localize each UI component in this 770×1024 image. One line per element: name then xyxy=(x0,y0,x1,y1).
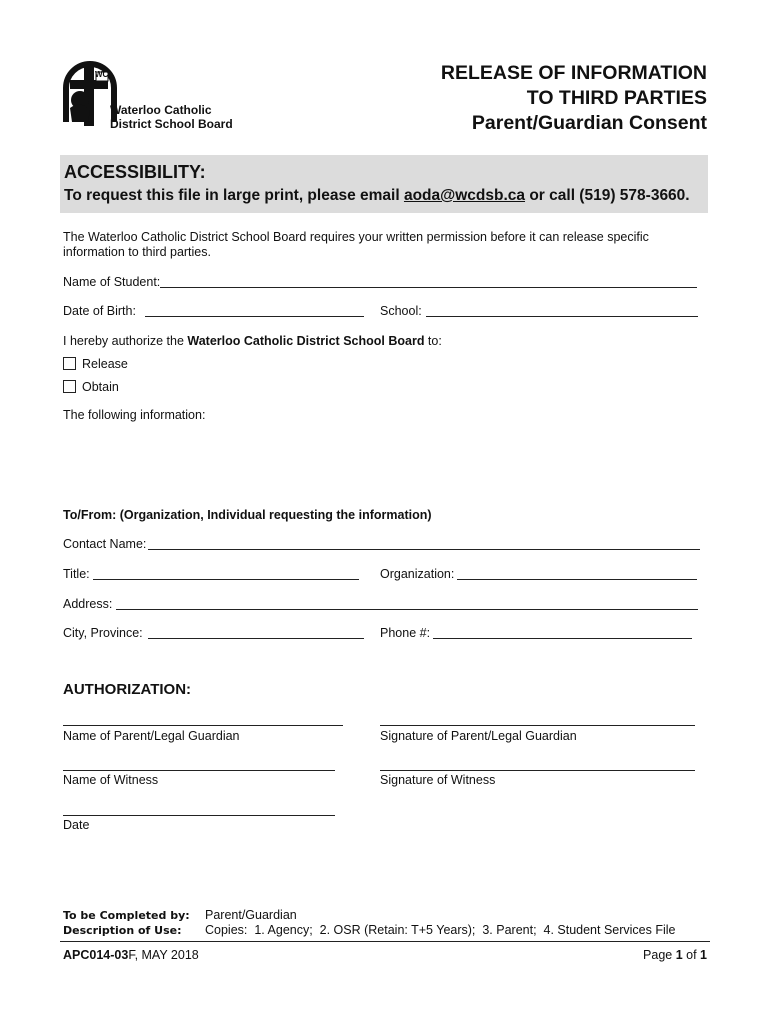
authorization-heading: AUTHORIZATION: xyxy=(63,681,192,698)
contact-name-field[interactable] xyxy=(148,549,700,550)
form-code-bold: APC014-03 xyxy=(63,948,129,962)
completed-by-label: To be Completed by: xyxy=(63,909,190,922)
witness-name-label: Name of Witness xyxy=(63,773,159,787)
intro-line2: information to third parties. xyxy=(63,245,211,259)
accessibility-box xyxy=(60,155,708,213)
parent-signature-field[interactable] xyxy=(380,725,695,726)
following-info-area[interactable] xyxy=(63,425,703,500)
authorize-statement xyxy=(63,334,442,349)
accessibility-heading: ACCESSIBILITY: xyxy=(64,162,206,182)
authorize-prefix: I hereby authorize the xyxy=(63,334,188,348)
witness-signature-field[interactable] xyxy=(380,770,695,771)
logo-mark-text: WC xyxy=(95,70,109,79)
accessibility-text-after: or call (519) 578-3660. xyxy=(525,187,690,204)
phone-field[interactable] xyxy=(433,638,692,639)
release-checkbox[interactable] xyxy=(63,357,76,370)
obtain-label: Obtain xyxy=(82,380,119,394)
page-prefix: Page xyxy=(643,948,676,962)
release-label: Release xyxy=(82,357,128,371)
date-field[interactable] xyxy=(63,815,335,816)
title-label: Title: xyxy=(63,567,90,581)
student-name-field[interactable] xyxy=(160,287,697,288)
recipient-heading: To/From: (Organization, Individual requesting the information) xyxy=(63,508,432,522)
parent-name-label: Name of Parent/Legal Guardian xyxy=(63,729,240,743)
dob-field[interactable] xyxy=(145,316,364,317)
address-field[interactable] xyxy=(116,609,698,610)
accessibility-email-link[interactable]: aoda@wcdsb.ca xyxy=(403,187,526,204)
dob-label: Date of Birth: xyxy=(63,304,136,318)
org-name-line1: Waterloo Catholic xyxy=(110,103,212,117)
authorize-board: Waterloo Catholic District School Board xyxy=(187,334,425,348)
description-value: Copies: 1. Agency; 2. OSR (Retain: T+5 Years); 3. Parent; 4. Student Services File xyxy=(205,923,676,937)
title-line1: RELEASE OF INFORMATION xyxy=(440,62,707,84)
form-code xyxy=(63,948,199,963)
completed-by-value: Parent/Guardian xyxy=(205,908,297,922)
page-number xyxy=(643,948,707,963)
date-label: Date xyxy=(63,818,90,832)
school-field[interactable] xyxy=(426,316,698,317)
following-info-label: The following information: xyxy=(63,408,206,422)
page-total: 1 xyxy=(700,948,707,962)
contact-name-label: Contact Name: xyxy=(63,537,147,551)
authorize-suffix: to: xyxy=(424,334,442,348)
city-province-label: City, Province: xyxy=(63,626,143,640)
parent-name-field[interactable] xyxy=(63,725,343,726)
page-of: of xyxy=(682,948,701,962)
address-label: Address: xyxy=(63,597,113,611)
title-field[interactable] xyxy=(93,579,359,580)
school-label: School: xyxy=(380,304,422,318)
city-province-field[interactable] xyxy=(148,638,364,639)
witness-signature-label: Signature of Witness xyxy=(380,773,496,787)
title-line3: Parent/Guardian Consent xyxy=(471,112,707,134)
parent-signature-label: Signature of Parent/Legal Guardian xyxy=(380,729,577,743)
form-code-suffix: F, MAY 2018 xyxy=(128,948,199,962)
obtain-checkbox[interactable] xyxy=(63,380,76,393)
phone-label: Phone #: xyxy=(380,626,431,640)
description-label: Description of Use: xyxy=(63,924,182,937)
title-line2: TO THIRD PARTIES xyxy=(526,87,707,109)
intro-line1: The Waterloo Catholic District School Board requires your written permission before it can release specific xyxy=(63,230,649,244)
student-name-label: Name of Student: xyxy=(63,275,161,289)
organization-label: Organization: xyxy=(380,567,455,581)
accessibility-text-before: To request this file in large print, please email xyxy=(64,187,404,204)
footer-rule xyxy=(60,941,710,942)
org-name-line2: District School Board xyxy=(110,117,233,131)
organization-field[interactable] xyxy=(457,579,697,580)
page-current: 1 xyxy=(675,948,683,962)
accessibility-text xyxy=(64,187,690,205)
witness-name-field[interactable] xyxy=(63,770,335,771)
